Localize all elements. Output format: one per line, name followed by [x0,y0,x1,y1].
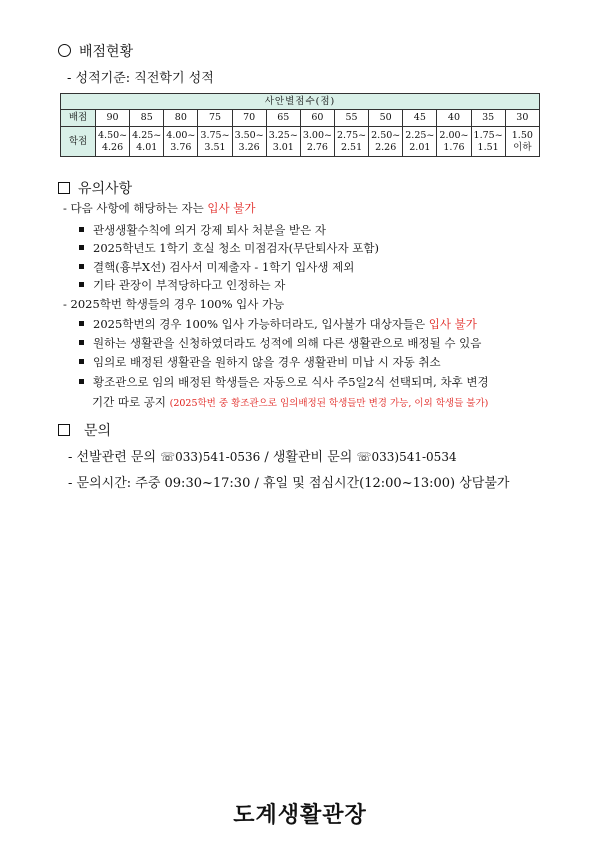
gpa-cell [471,127,505,157]
gpa-cell [369,127,403,157]
gpa-lower: 2.01 [409,141,431,153]
gpa-upper: 2.75~ [336,129,367,141]
gpa-upper: 1.50 [511,129,533,141]
score-table-header: 사안별점수(점) [61,94,540,110]
gpa-upper: 3.50~ [234,129,264,141]
points-cell: 55 [334,110,368,127]
points-cell: 45 [403,110,437,127]
points-cell: 60 [300,110,334,127]
points-cell: 90 [96,110,130,127]
points-cell: 75 [198,110,232,127]
points-cell: 30 [505,110,539,127]
gpa-cell [334,127,368,157]
notes-item-7: 임의로 배정된 생활관을 원하지 않을 경우 생활관비 미납 시 자동 취소 [79,354,441,370]
circle-bullet-icon [58,44,71,57]
points-cell: 65 [266,110,300,127]
notes-section-title: 유의사항 [58,178,132,198]
score-table-header-row [61,94,540,110]
notes-item-8: 황조관으로 임의 배정된 학생들은 자동으로 식사 주5일2식 선택되며, 차후 변경 [79,374,489,390]
gpa-lower: 2.51 [340,141,363,153]
gpa-label: 학점 [61,127,96,157]
inquiry-section-title: 문의 [58,420,111,440]
gpa-cell [130,127,164,157]
score-table [60,93,540,157]
notes-line-2: - 2025학번 학생들의 경우 100% 입사 가능 [63,297,285,311]
phone-selection: ☏033)541-0536 [160,450,261,464]
gpa-upper: 1.75~ [473,129,503,141]
gpa-lower: 4.01 [136,141,158,153]
points-cell: 70 [232,110,266,127]
notes-item-8-cont: 기간 따로 공지 (2025학번 중 황조관으로 임의배정된 학생들만 변경 가능, 이외 학생들 불가) [92,395,489,409]
notes-line-1: - 다음 사항에 해당하는 자는 입사 불가 [63,201,256,215]
gpa-cell [198,127,232,157]
bullet-icon [79,227,84,232]
gpa-lower: 3.76 [170,141,192,153]
inquiry-line-2: - 문의시간: 주중 09:30~17:30 / 휴일 및 점심시간(12:00~13:00) 상담불가 [68,476,510,491]
gpa-upper: 4.50~ [98,129,128,141]
gpa-upper: 2.25~ [405,129,435,141]
gpa-cell [437,127,471,157]
gpa-upper: 4.00~ [166,129,196,141]
points-row [61,110,540,127]
points-cell: 50 [369,110,403,127]
gpa-cell [96,127,130,157]
gpa-lower: 4.26 [101,141,124,153]
gpa-row [61,127,540,157]
footer-signature: 도계생활관장 [233,803,367,828]
gpa-cell [505,127,539,157]
bullet-icon [79,321,84,326]
gpa-upper: 3.00~ [302,129,332,141]
notes-item-1: 관생생활수칙에 의거 강제 퇴사 처분을 받은 자 [79,222,326,238]
status-section-title: 배점현황 [58,41,133,61]
points-cell: 80 [164,110,198,127]
square-bullet-icon [58,182,70,194]
bullet-icon [79,379,84,384]
gpa-lower: 3.01 [272,141,294,153]
bullet-icon [79,264,84,269]
bullet-icon [79,282,84,287]
points-cell: 40 [437,110,471,127]
gpa-upper: 3.75~ [200,129,230,141]
square-bullet-icon [58,424,70,436]
inquiry-line-1: - 선발관련 문의 ☏033)541-0536 / 생활관비 문의 ☏033)541-0534 [68,450,457,465]
notes-item-3: 결핵(흉부X선) 검사서 미제출자 - 1학기 입사생 제외 [79,259,354,275]
notes-item-2: 2025학년도 1학기 호실 청소 미점검자(무단퇴사자 포함) [79,240,379,256]
gpa-upper: 3.25~ [268,129,298,141]
points-cell: 35 [471,110,505,127]
points-cell: 85 [130,110,164,127]
gpa-cell [232,127,266,157]
gpa-lower: 3.51 [204,141,226,153]
gpa-lower: 이하 [513,141,532,153]
notes-item-4: 기타 관장이 부적당하다고 인정하는 자 [79,277,285,293]
notes-item-5: 2025학번의 경우 100% 입사 가능하더라도, 입사불가 대상자들은 입사 불가 [79,316,477,332]
gpa-cell [300,127,334,157]
gpa-cell [164,127,198,157]
points-label: 배점 [61,110,96,127]
gpa-lower: 2.76 [306,141,328,153]
gpa-upper: 4.25~ [132,129,162,141]
gpa-lower: 2.26 [375,141,397,153]
gpa-upper: 2.50~ [371,129,401,141]
criteria-text: - 성적기준: 직전학기 성적 [67,71,214,86]
bullet-icon [79,245,84,250]
gpa-lower: 1.76 [443,141,465,153]
phone-fee: ☏033)541-0534 [356,450,457,464]
bullet-icon [79,359,84,364]
gpa-cell [266,127,300,157]
gpa-upper: 2.00~ [439,129,469,141]
gpa-cell [403,127,437,157]
gpa-lower: 1.51 [477,141,499,153]
gpa-lower: 3.26 [238,141,260,153]
notes-item-6: 원하는 생활관을 신청하였더라도 성적에 의해 다른 생활관으로 배정될 수 있음 [79,335,481,351]
bullet-icon [79,340,84,345]
